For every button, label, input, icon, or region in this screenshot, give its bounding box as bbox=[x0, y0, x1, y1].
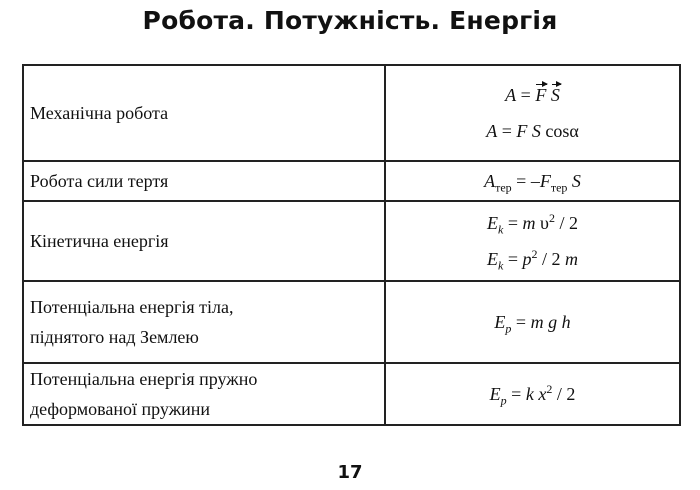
formula-work-scalar bbox=[386, 120, 679, 142]
formula-symbol: A bbox=[505, 85, 517, 105]
formula-function: cosα bbox=[545, 121, 579, 141]
formula-symbol: F bbox=[539, 171, 551, 191]
vector-force bbox=[535, 84, 546, 106]
formula-symbol: E bbox=[487, 213, 499, 233]
formula-operator: / 2 bbox=[552, 384, 576, 404]
formula-operator: / 2 bbox=[537, 249, 565, 269]
formula-subscript: p bbox=[500, 393, 507, 408]
formula-symbol: A bbox=[486, 121, 498, 141]
formula-table bbox=[22, 64, 681, 426]
term-potential-energy-height bbox=[23, 281, 385, 363]
formula-subscript: p bbox=[505, 321, 512, 336]
table-row bbox=[23, 65, 680, 161]
formula-symbol: E bbox=[494, 312, 506, 332]
formula-symbol: S bbox=[550, 85, 560, 105]
formula-symbol: E bbox=[487, 249, 498, 269]
formula-operator: = bbox=[511, 312, 531, 332]
formula-superscript: 2 bbox=[548, 211, 555, 225]
formula-potential-height bbox=[386, 311, 679, 336]
formula-superscript: 2 bbox=[531, 247, 538, 261]
page-title: Робота. Потужність. Енергія bbox=[142, 6, 558, 35]
term-mechanical-work: Механічна робота bbox=[23, 65, 385, 161]
formula-operator: = bbox=[506, 384, 526, 404]
formula-potential-spring bbox=[386, 382, 679, 408]
formula-symbol: E bbox=[489, 384, 501, 404]
formula-subscript: k bbox=[498, 258, 504, 273]
formula-friction-work bbox=[386, 170, 679, 195]
formula-cell-mechanical-work bbox=[385, 65, 680, 161]
formula-symbol: h bbox=[561, 312, 571, 332]
formula-symbol: F bbox=[516, 121, 528, 141]
formula-symbol: υ bbox=[540, 213, 549, 233]
table-row bbox=[23, 281, 680, 363]
term-line: Потенціальна енергія пружно bbox=[30, 369, 258, 389]
formula-symbol: p bbox=[522, 249, 532, 269]
formula-symbol: m bbox=[522, 213, 536, 233]
formula-cell-kinetic-energy bbox=[385, 201, 680, 281]
formula-kinetic-velocity bbox=[386, 211, 679, 237]
formula-operator: = – bbox=[511, 171, 540, 191]
formula-cell-potential-height bbox=[385, 281, 680, 363]
formula-subscript: тер bbox=[495, 180, 512, 195]
term-friction-work: Робота сили тертя bbox=[23, 161, 385, 201]
term-kinetic-energy: Кінетична енергія bbox=[23, 201, 385, 281]
formula-symbol: S bbox=[571, 171, 581, 191]
formula-operator: = bbox=[516, 85, 536, 105]
term-line: деформованої пружини bbox=[30, 399, 211, 419]
term-potential-energy-spring bbox=[23, 363, 385, 425]
formula-symbol: k bbox=[525, 384, 534, 404]
formula-operator: = bbox=[503, 213, 523, 233]
table-row bbox=[23, 363, 680, 425]
formula-kinetic-momentum bbox=[386, 247, 679, 273]
formula-symbol: x bbox=[538, 384, 547, 404]
formula-symbol: m bbox=[565, 249, 578, 269]
formula-cell-friction-work bbox=[385, 161, 680, 201]
formula-subscript: тер bbox=[550, 180, 568, 195]
formula-symbol: g bbox=[548, 312, 558, 332]
page-number: 17 bbox=[337, 462, 363, 483]
formula-subscript: k bbox=[498, 222, 504, 237]
formula-operator: = bbox=[497, 121, 517, 141]
table-row bbox=[23, 161, 680, 201]
formula-symbol: m bbox=[530, 312, 544, 332]
vector-displacement bbox=[551, 84, 560, 106]
formula-symbol: F bbox=[535, 85, 547, 105]
formula-operator: / 2 bbox=[554, 213, 578, 233]
formula-symbol: S bbox=[531, 121, 541, 141]
formula-cell-potential-spring bbox=[385, 363, 680, 425]
term-line: піднятого над Землею bbox=[30, 327, 199, 347]
term-line: Потенціальна енергія тіла, bbox=[30, 297, 234, 317]
table-row bbox=[23, 201, 680, 281]
formula-operator: = bbox=[503, 249, 523, 269]
formula-symbol: A bbox=[484, 171, 496, 191]
formula-superscript: 2 bbox=[546, 382, 553, 396]
formula-work-vector bbox=[386, 84, 679, 106]
